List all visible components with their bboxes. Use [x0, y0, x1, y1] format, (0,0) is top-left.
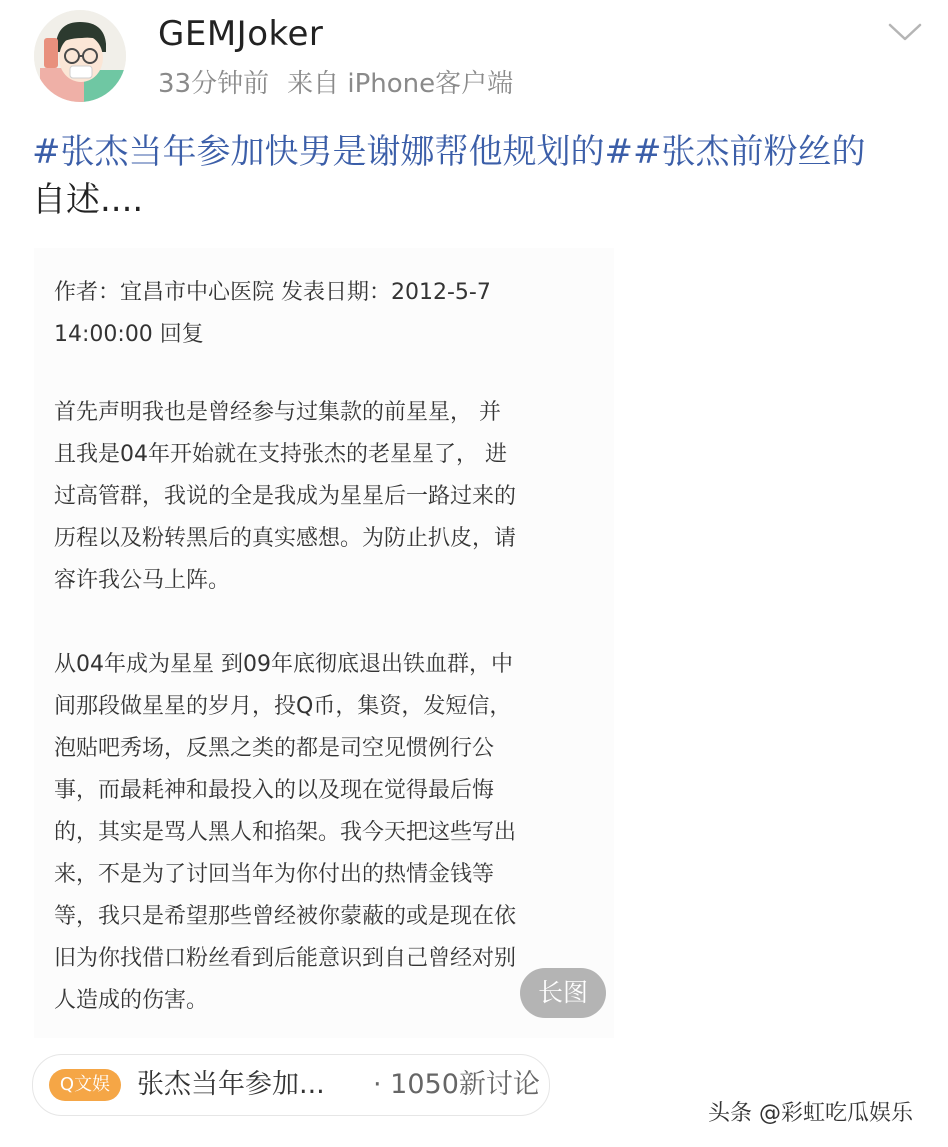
- topic-link[interactable]: #张杰当年参加快男是谢娜帮他规划的#: [32, 132, 633, 172]
- username[interactable]: GEMJoker: [158, 14, 324, 54]
- image-text-line: 首先声明我也是曾经参与过集款的前星星， 并: [54, 400, 501, 425]
- topic-card-count: · 1050新讨论: [373, 1069, 540, 1100]
- image-text-line: 历程以及粉转黑后的真实感想。为防止扒皮，请: [54, 526, 517, 551]
- topic-link[interactable]: #张杰前粉丝的: [632, 132, 866, 172]
- long-image-badge[interactable]: 长图: [520, 968, 606, 1018]
- image-text-line: 容许我公马上阵。: [54, 568, 231, 593]
- long-image[interactable]: [34, 248, 614, 1038]
- image-text-line: 事，而最耗神和最投入的以及现在觉得最后悔: [54, 778, 495, 803]
- avatar[interactable]: [34, 10, 126, 102]
- image-text-line: 从04年成为星星 到09年底彻底退出铁血群，中: [54, 652, 513, 677]
- image-text-line: 泡贴吧秀场，反黑之类的都是司空见惯例行公: [54, 736, 495, 761]
- image-text-line: 过高管群，我说的全是我成为星星后一路过来的: [54, 484, 517, 509]
- image-text-line: 且我是04年开始就在支持张杰的老星星了， 进: [54, 442, 507, 467]
- image-text-line: 等，我只是希望那些曾经被你蒙蔽的或是现在依: [54, 904, 517, 929]
- image-text-line: 人造成的伤害。: [54, 988, 209, 1013]
- watermark: 头条 @彩虹吃瓜娱乐: [708, 1101, 913, 1126]
- image-text-line: 作者：宜昌市中心医院 发表日期：2012-5-7: [54, 280, 491, 305]
- image-text-line: 14:00:00 回复: [54, 322, 204, 347]
- image-text-line: 来，不是为了讨回当年为你付出的热情金钱等: [54, 862, 495, 887]
- chevron-down-icon[interactable]: [886, 16, 924, 46]
- post-source: 来自 iPhone客户端: [287, 69, 514, 99]
- image-text-line: 旧为你找借口粉丝看到后能意识到自己曾经对别: [54, 946, 517, 971]
- topic-card-title: 张杰当年参加...: [137, 1069, 325, 1100]
- post-meta: [158, 64, 513, 104]
- topic-card[interactable]: [32, 1054, 550, 1116]
- post-time: 33分钟前: [158, 69, 270, 99]
- image-text-line: 的，其实是骂人黑人和掐架。我今天把这些写出: [54, 820, 517, 845]
- post-text-tail: 自述....: [32, 180, 144, 220]
- image-text-line: 间那段做星星的岁月，投Q币，集资，发短信，: [54, 694, 512, 719]
- post-text: [32, 128, 912, 224]
- category-pill: Q文娱: [49, 1069, 121, 1101]
